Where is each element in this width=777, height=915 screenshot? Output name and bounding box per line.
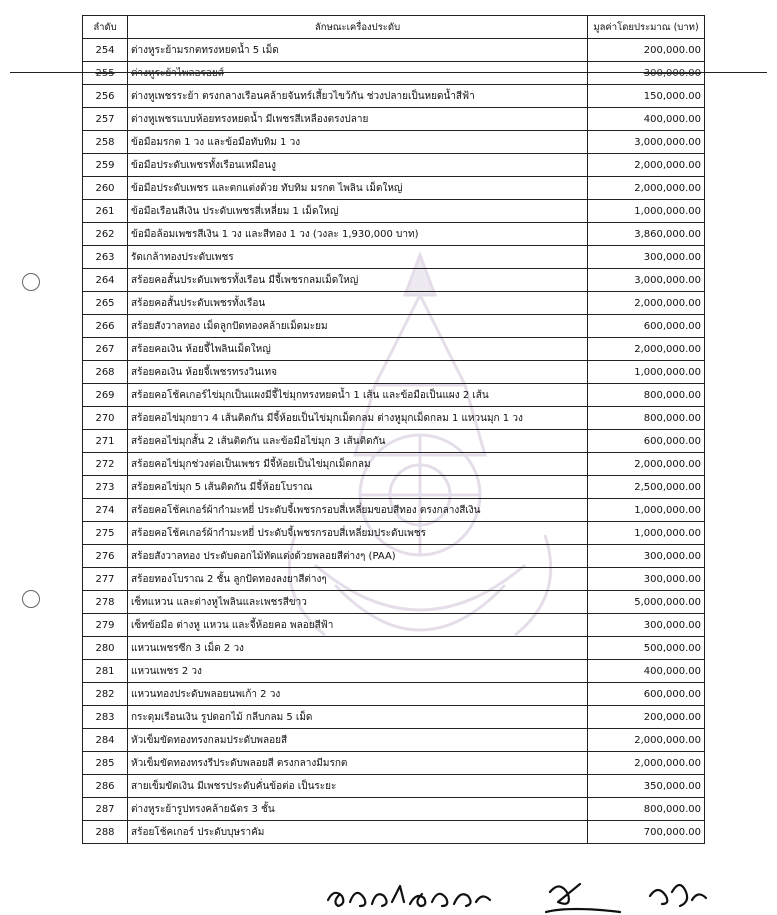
row-description: สร้อยคอสั้นประดับเพชรทั้งเรือน bbox=[128, 292, 588, 315]
row-value: 2,500,000.00 bbox=[588, 476, 705, 499]
row-value: 300,000.00 bbox=[588, 62, 705, 85]
table-row bbox=[83, 453, 705, 476]
row-value: 350,000.00 bbox=[588, 775, 705, 798]
row-number: 267 bbox=[83, 338, 128, 361]
row-number: 268 bbox=[83, 361, 128, 384]
row-description: ต่างหูระย้าไพลอรอยส์ bbox=[128, 62, 588, 85]
row-description: สร้อยคอไข่มุกสั้น 2 เส้นติดกัน และข้อมือไข่มุก 3 เส้นติดกัน bbox=[128, 430, 588, 453]
row-number: 264 bbox=[83, 269, 128, 292]
row-number: 270 bbox=[83, 407, 128, 430]
strike-line bbox=[10, 72, 767, 73]
row-number: 280 bbox=[83, 637, 128, 660]
row-description: รัดเกล้าทองประดับเพชร bbox=[128, 246, 588, 269]
table-row bbox=[83, 568, 705, 591]
row-number: 284 bbox=[83, 729, 128, 752]
row-value: 5,000,000.00 bbox=[588, 591, 705, 614]
table-row bbox=[83, 407, 705, 430]
table-row bbox=[83, 706, 705, 729]
row-number: 269 bbox=[83, 384, 128, 407]
row-value: 2,000,000.00 bbox=[588, 292, 705, 315]
row-value: 2,000,000.00 bbox=[588, 729, 705, 752]
row-value: 1,000,000.00 bbox=[588, 361, 705, 384]
table-row bbox=[83, 752, 705, 775]
row-value: 800,000.00 bbox=[588, 407, 705, 430]
row-value: 3,860,000.00 bbox=[588, 223, 705, 246]
row-description: สร้อยคอไข่มุก 5 เส้นติดกัน มีจี้ห้อยโบราณ bbox=[128, 476, 588, 499]
table-row bbox=[83, 154, 705, 177]
row-value: 1,000,000.00 bbox=[588, 200, 705, 223]
row-description: เซ็ทแหวน และต่างหูไพลินและเพชรสีขาว bbox=[128, 591, 588, 614]
row-description: หัวเข็มขัดทองทรงกลมประดับพลอยสี bbox=[128, 729, 588, 752]
row-value: 200,000.00 bbox=[588, 706, 705, 729]
row-description: สร้อยทองโบราณ 2 ชั้น ลูกปัดทองลงยาสีต่างๆ bbox=[128, 568, 588, 591]
row-value: 300,000.00 bbox=[588, 545, 705, 568]
table-row bbox=[83, 200, 705, 223]
table-header-row bbox=[83, 16, 705, 39]
row-description: สร้อยคอสั้นประดับเพชรทั้งเรือน มีจี้เพชรกลมเม็ดใหญ่ bbox=[128, 269, 588, 292]
table-row bbox=[83, 430, 705, 453]
row-description: สร้อยคอเงิน ห้อยจี้ไพลินเม็ดใหญ่ bbox=[128, 338, 588, 361]
row-description: สร้อยคอโช้คเกอร์ผ้ากำมะหยี่ ประดับจี้เพชรกรอบสี่เหลี่ยมขอบสีทอง ตรงกลางสีเงิน bbox=[128, 499, 588, 522]
table-row bbox=[83, 292, 705, 315]
table-row bbox=[83, 39, 705, 62]
handwritten-signature-icon bbox=[320, 872, 720, 915]
row-number: 281 bbox=[83, 660, 128, 683]
row-value: 1,000,000.00 bbox=[588, 522, 705, 545]
row-number: 287 bbox=[83, 798, 128, 821]
row-number: 285 bbox=[83, 752, 128, 775]
row-value: 300,000.00 bbox=[588, 568, 705, 591]
table-row bbox=[83, 85, 705, 108]
binder-hole-icon bbox=[22, 273, 40, 291]
table-row bbox=[83, 775, 705, 798]
row-value: 300,000.00 bbox=[588, 246, 705, 269]
row-description: สายเข็มขัดเงิน มีเพชรประดับคั่นข้อต่อ เป็นระยะ bbox=[128, 775, 588, 798]
row-value: 3,000,000.00 bbox=[588, 269, 705, 292]
table-row bbox=[83, 821, 705, 844]
row-number: 260 bbox=[83, 177, 128, 200]
binder-hole-icon bbox=[22, 590, 40, 608]
row-value: 800,000.00 bbox=[588, 384, 705, 407]
header-no: ลำดับ bbox=[83, 16, 128, 39]
row-value: 400,000.00 bbox=[588, 108, 705, 131]
table-row bbox=[83, 338, 705, 361]
row-value: 400,000.00 bbox=[588, 660, 705, 683]
jewelry-table bbox=[82, 15, 705, 844]
row-value: 800,000.00 bbox=[588, 798, 705, 821]
row-description: ข้อมือประดับเพชร และตกแต่งด้วย ทับทิม มรกต ไพลิน เม็ดใหญ่ bbox=[128, 177, 588, 200]
row-number: 277 bbox=[83, 568, 128, 591]
row-number: 286 bbox=[83, 775, 128, 798]
row-number: 282 bbox=[83, 683, 128, 706]
row-description: กระดุมเรือนเงิน รูปดอกไม้ กลีบกลม 5 เม็ด bbox=[128, 706, 588, 729]
row-value: 3,000,000.00 bbox=[588, 131, 705, 154]
row-description: สร้อยคอโช้คเกอร์ผ้ากำมะหยี่ ประดับจี้เพชรกรอบสี่เหลี่ยมประดับเพชร bbox=[128, 522, 588, 545]
table-row bbox=[83, 545, 705, 568]
row-value: 2,000,000.00 bbox=[588, 752, 705, 775]
row-description: ข้อมือมรกต 1 วง และข้อมือทับทิม 1 วง bbox=[128, 131, 588, 154]
row-value: 2,000,000.00 bbox=[588, 453, 705, 476]
table-row bbox=[83, 315, 705, 338]
table-row bbox=[83, 637, 705, 660]
row-number: 279 bbox=[83, 614, 128, 637]
row-number: 276 bbox=[83, 545, 128, 568]
table-row bbox=[83, 683, 705, 706]
row-value: 300,000.00 bbox=[588, 614, 705, 637]
table-row bbox=[83, 660, 705, 683]
row-description: สร้อยคอไข่มุกยาว 4 เส้นติดกัน มีจี้ห้อยเป็นไข่มุกเม็ดกลม ต่างหูมุกเม็ดกลม 1 แหวนมุก 1 วง bbox=[128, 407, 588, 430]
table-row bbox=[83, 522, 705, 545]
row-number: 262 bbox=[83, 223, 128, 246]
row-description: ต่างหูระย้ามรกตทรงหยดน้ำ 5 เม็ด bbox=[128, 39, 588, 62]
row-description: สร้อยคอไข่มุกช่วงต่อเป็นเพชร มีจี้ห้อยเป็นไข่มุกเม็ดกลม bbox=[128, 453, 588, 476]
header-desc: ลักษณะเครื่องประดับ bbox=[128, 16, 588, 39]
row-value: 600,000.00 bbox=[588, 430, 705, 453]
row-description: แหวนทองประดับพลอยนพเก้า 2 วง bbox=[128, 683, 588, 706]
row-number: 273 bbox=[83, 476, 128, 499]
row-number: 288 bbox=[83, 821, 128, 844]
row-description: ข้อมือประดับเพชรทั้งเรือนเหมือนงู bbox=[128, 154, 588, 177]
row-description: หัวเข็มขัดทองทรงรีประดับพลอยสี ตรงกลางมีมรกต bbox=[128, 752, 588, 775]
table-row bbox=[83, 361, 705, 384]
row-description: สร้อยสังวาลทอง เม็ดลูกปัดทองคล้ายเม็ดมะยม bbox=[128, 315, 588, 338]
row-description: ต่างหูเพชรระย้า ตรงกลางเรือนคล้ายจันทร์เสี้ยวไขว้กัน ช่วงปลายเป็นหยดน้ำสีฟ้า bbox=[128, 85, 588, 108]
table-body bbox=[83, 39, 705, 844]
table-row bbox=[83, 223, 705, 246]
row-value: 2,000,000.00 bbox=[588, 338, 705, 361]
row-description: ต่างหูเพชรแบบห้อยทรงหยดน้ำ มีเพชรสีเหลืองตรงปลาย bbox=[128, 108, 588, 131]
row-value: 2,000,000.00 bbox=[588, 154, 705, 177]
row-description: เซ็ทข้อมือ ต่างหู แหวน และจี้ห้อยคอ พลอยสีฟ้า bbox=[128, 614, 588, 637]
row-number: 265 bbox=[83, 292, 128, 315]
row-description: แหวนเพชร 2 วง bbox=[128, 660, 588, 683]
row-value: 700,000.00 bbox=[588, 821, 705, 844]
table-row bbox=[83, 499, 705, 522]
row-value: 500,000.00 bbox=[588, 637, 705, 660]
table-row bbox=[83, 62, 705, 85]
row-description: ข้อมือล้อมเพชรสีเงิน 1 วง และสีทอง 1 วง (วงละ 1,930,000 บาท) bbox=[128, 223, 588, 246]
row-value: 1,000,000.00 bbox=[588, 499, 705, 522]
row-description: สร้อยโช้คเกอร์ ประดับบุษราคัม bbox=[128, 821, 588, 844]
table-row bbox=[83, 177, 705, 200]
row-value: 150,000.00 bbox=[588, 85, 705, 108]
table-row bbox=[83, 729, 705, 752]
row-number: 263 bbox=[83, 246, 128, 269]
row-description: สร้อยคอโช้คเกอร์ไข่มุกเป็นแผงมีจี้ไข่มุกทรงหยดน้ำ 1 เส้น และข้อมือเป็นแผง 2 เส้น bbox=[128, 384, 588, 407]
row-number: 266 bbox=[83, 315, 128, 338]
row-number: 261 bbox=[83, 200, 128, 223]
row-description: สร้อยคอเงิน ห้อยจี้เพชรทรงวินเทจ bbox=[128, 361, 588, 384]
row-number: 254 bbox=[83, 39, 128, 62]
table-row bbox=[83, 246, 705, 269]
row-value: 2,000,000.00 bbox=[588, 177, 705, 200]
row-value: 600,000.00 bbox=[588, 683, 705, 706]
row-description: ต่างหูระย้ารูปทรงคล้ายฉัตร 3 ชั้น bbox=[128, 798, 588, 821]
row-number: 274 bbox=[83, 499, 128, 522]
row-number: 278 bbox=[83, 591, 128, 614]
table-row bbox=[83, 614, 705, 637]
row-number: 259 bbox=[83, 154, 128, 177]
row-value: 600,000.00 bbox=[588, 315, 705, 338]
table-row bbox=[83, 591, 705, 614]
row-number: 275 bbox=[83, 522, 128, 545]
table-row bbox=[83, 108, 705, 131]
table-row bbox=[83, 131, 705, 154]
table-row bbox=[83, 476, 705, 499]
row-description: สร้อยสังวาลทอง ประดับดอกไม้ทัดแต่งด้วยพลอยสีต่างๆ (PAA) bbox=[128, 545, 588, 568]
table-row bbox=[83, 798, 705, 821]
row-value: 200,000.00 bbox=[588, 39, 705, 62]
row-description: ข้อมือเรือนสีเงิน ประดับเพชรสี่เหลี่ยม 1 เม็ดใหญ่ bbox=[128, 200, 588, 223]
row-number: 255 bbox=[83, 62, 128, 85]
row-number: 271 bbox=[83, 430, 128, 453]
table-row bbox=[83, 384, 705, 407]
row-number: 257 bbox=[83, 108, 128, 131]
row-description: แหวนเพชรซีก 3 เม็ด 2 วง bbox=[128, 637, 588, 660]
row-number: 256 bbox=[83, 85, 128, 108]
row-number: 283 bbox=[83, 706, 128, 729]
header-value: มูลค่าโดยประมาณ (บาท) bbox=[588, 16, 705, 39]
table-row bbox=[83, 269, 705, 292]
row-number: 272 bbox=[83, 453, 128, 476]
row-number: 258 bbox=[83, 131, 128, 154]
